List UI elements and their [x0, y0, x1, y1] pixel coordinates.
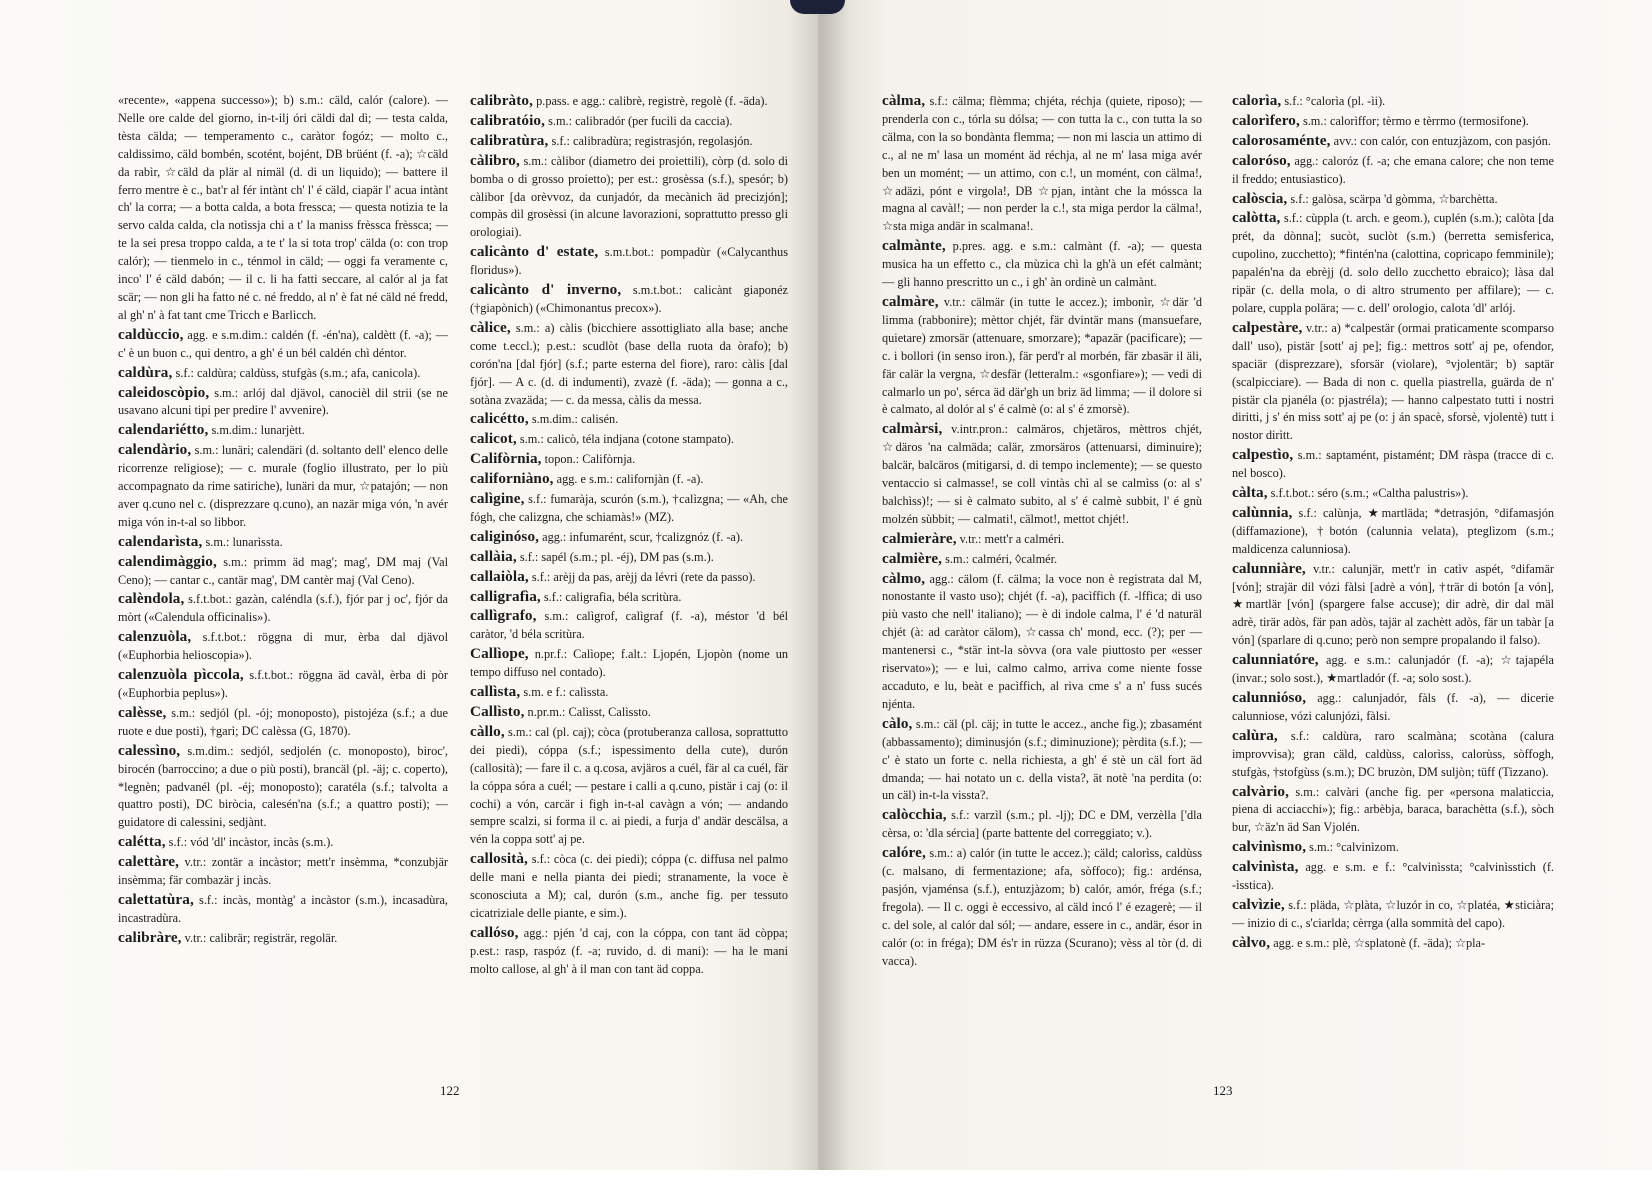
- entry-definition: s.f.t.bot.: röggna di mur, èrba dal djävol («Euphorbia helioscopia»).: [118, 630, 448, 663]
- entry-definition: agg. e s.m.: californjàn (f. -a).: [553, 472, 704, 487]
- dictionary-entry: [470, 850, 788, 923]
- dictionary-entry: [882, 92, 1202, 236]
- dictionary-entry: [882, 530, 1202, 549]
- dictionary-entry: [118, 384, 448, 421]
- page-number-right: 123: [1213, 1083, 1233, 1098]
- dictionary-entry: [1232, 209, 1554, 317]
- entry-definition: topon.: Califòrnja.: [541, 452, 636, 467]
- entry-definition: s.m.: primm äd mag'; mag', DM maj (Val Ceno); — cantar c., cantär mag', DM cantèr maj (Val Ceno).: [118, 554, 448, 587]
- dictionary-entry: [1232, 689, 1554, 726]
- entry-headword: californiàno,: [470, 470, 554, 488]
- entry-definition: s.m.: a) càlis (bicchiere assottigliato alla base; anche come t.eccl.); p.est.: scudlòt (base della ruota da òrafo); b) corón'na [dal fjór] (s.f.; parte esterna del fiore), raro: càlis [dal fjór]. — A c. (d. di indumenti), zvazè (f. -äda); — gonna a c., sotàna zvazäda; — c. da messa, càlis da messa.: [470, 320, 788, 407]
- entry-headword: calèndola,: [118, 590, 185, 608]
- dictionary-entry: [1232, 896, 1554, 933]
- entry-headword: calettatùra,: [118, 890, 194, 908]
- entry-definition: n.pr.m.: Calìsst, Calìssto.: [524, 705, 651, 719]
- dictionary-entry: [118, 441, 448, 532]
- entry-headword: calvàrio,: [1232, 782, 1289, 800]
- entry-definition: v.intr.pron.: calmäros, chjetäros, mèttros chjét, ☆däros 'na calmäda; calär, zmorsäros (attenuarsi, diminuire); balcär, balcäros (mitigarsi, d. di tempo inclemente); — se questo ventaccio si calmasse!, se coll vintàs chì al se calmìss (o: al s' balchìss)!; — si è calmato subito, al s' é calmè subbit, l' é gnù molzén sùbbit; — calmati!, cälmot!, mettot chjét!.: [882, 422, 1202, 526]
- entry-headword: calétta,: [118, 833, 166, 851]
- dictionary-column-1: [118, 92, 448, 949]
- entry-headword: callosità,: [470, 850, 528, 868]
- dictionary-column-2: [470, 92, 788, 980]
- dictionary-entry: [882, 806, 1202, 843]
- entry-headword: callìgrafo,: [470, 607, 537, 625]
- entry-headword: calvìzie,: [1232, 895, 1285, 913]
- entry-headword: calmieràre,: [882, 529, 957, 547]
- entry-headword: callaiòla,: [470, 567, 529, 585]
- entry-definition: agg.: cälom (f. cälma; la voce non è registrata dal M, nonostante il vasto uso); chjét (f. -a), pacìffich (f. -lffica; di uso più vasto che nell' italiano); — è di indole calma, l' é 'd naturäl chjét (à: ad caràtor cälom), ☆cassa ch' mond, ecc. (?); per — mantenersi c., *stär int-la sòvva (ora vale piuttosto per «esser riservato»); — e lui, calmo calmo, arriva come niente fosse accaduto, e lu, beàt e pacìffich, al riva cme s' a n' fuss sucés njénta.: [882, 571, 1202, 711]
- entry-definition: s.f.: calibradùra; registrasjón, regolasjón.: [548, 133, 753, 148]
- entry-definition: s.f.t.bot.: séro (s.m.; «Caltha palustris»).: [1267, 486, 1469, 501]
- entry-definition: «recente», «appena successo»); b) s.m.: cäld, calór (calore). — Nelle ore calde del giorno, in-t-ilj óri cäldi dal dì; — testa calda, tèsta cälda; — temperamento c., caràtor fogóz; — molto c., caldissimo, cäld bombén, scotént, bojént, DB brüént (f. -a); ☆cäld da rabìr, ☆cäld da plär al nimäl (d. di un liquido); — battere il ferro mentre è c., bat'r al fér intànt ch' l' é cäld, ciapär l' acua intànt ch' la corra; — a botta calda, a bota fressca; — questa notizia te la servo calda calda, cla notìssja chi a t' la maniss frèssca frèssca; — te la sei presa troppo calda, a te t' la si tota trop' cälda (o: con trop calór); — tienmelo in c., ténmol in cäld; — oggi fa veramente c, inco' l' é cäld dabón; — il c. li ha fatti seccare, al calór al ja fat scär; — non gli ha fatto né c. né freddo, al n' è fat né cäld né fredd, al gh' n' à fat tant cme Tricch e Barlìcch.: [118, 93, 448, 322]
- entry-definition: s.m.: lunäri; calendäri (d. soltanto dell' elenco delle ricorrenze religiose); — c. murale (foglio illustrato, per lo più accompagnato da rime satiriche), lunäri da mur, ☆patajón; — non aver q.cuno nel c. (disprezzare q.cuno), an nazär miga vón, 'n avér miga vón in-t-al so libbor.: [118, 443, 448, 529]
- entry-headword: calicot,: [470, 430, 517, 448]
- entry-definition: s.f.: vód 'dl' incàstor, incàs (s.m.).: [165, 835, 334, 850]
- entry-definition: v.tr.: a) *calpestär (ormai praticamente scomparso dall' uso), pistär [sott' aj pe]; fig.: mettros sott' aj pe, ofendor, spaciär (disprezzare), sforsär (violare), °vjolentär; b) saptär (scalpicciare). — Bada di non c. quella piastrella, guärda de n' pistär cla pjanéla (o: pjastréla); — hanno calpestato tutti i nostri diritti, j s' én miss sott' aj pe (o: j án spacè, sforsè, vjolentè) tutt i nostor dirìtt.: [1232, 320, 1554, 443]
- entry-definition: s.f.: caldùra; caldùss, stufgàs (s.m.; afa, canicola).: [172, 365, 421, 380]
- entry-definition: s.m.: calibradór (per fucili da caccia).: [545, 113, 733, 128]
- dictionary-entry: [118, 553, 448, 590]
- entry-definition: s.m.t.bot.: pompadùr («Calycanthus floridus»).: [470, 245, 788, 278]
- entry-headword: caldùra,: [118, 363, 173, 381]
- dictionary-entry: [882, 293, 1202, 419]
- entry-definition: s.m.: °calvinìzom.: [1306, 840, 1399, 855]
- entry-headword: caldùccio,: [118, 325, 184, 343]
- entry-headword: calendimàggio,: [118, 552, 217, 570]
- entry-definition: p.pass. e agg.: calibrè, registrè, regolè (f. -äda).: [533, 94, 768, 108]
- dictionary-entry: [1232, 727, 1554, 782]
- dictionary-entry: [1232, 190, 1554, 209]
- dictionary-entry: [1232, 651, 1554, 688]
- entry-definition: s.f.: varzìl (s.m.; pl. -lj); DC e DM, verzèlla ['dla cèrsa, o: 'dla sércia] (parte battente del correggiato; v.).: [882, 808, 1202, 841]
- dictionary-entry: [470, 132, 788, 151]
- entry-definition: agg. e s.m.: calunjadór (f. -a); ☆tajapéla (invar.; solo sost.), ★martladór (f. -a; solo sost.).: [1232, 653, 1554, 686]
- entry-definition: agg.: calunjadór, fàls (f. -a), — dicerie calunniose, vózi calunjózi, fàlsi.: [1232, 691, 1554, 723]
- dictionary-entry: [1232, 92, 1554, 111]
- entry-headword: calibràre,: [118, 928, 182, 946]
- dictionary-entry: [118, 742, 448, 833]
- entry-definition: s.m.: sedjól (pl. -ój; monoposto), pistojéza (s.f.; a due ruote e due posti), †garì; DC calèssa (G, 1870).: [118, 705, 448, 738]
- dictionary-entry: [470, 568, 788, 587]
- entry-definition: agg.: caloróz (f. -a; che emana calore; che non teme il freddo; entusiastico).: [1232, 153, 1554, 186]
- entry-definition: s.f.: cälma; flèmma; chjéta, réchja (quiete, riposo); — prenderla con c., tórla su dólsa; — con tutta la c., con tutta la so cälma, con la so bondànta flemma; — non mi lascia un attimo di c., al ne m' lasa un momént äd réchja, al ne m' lasa miga avér ben un momént; — un attimo, con c.!, un momént, con cälma!, ☆adäzi, pónt e virgola!, DB ☆pjan, intànt che la móssca la magna al cavàl!; — non perder la c.!, sta miga perdor la cälma!, ☆sta miga andär in scalmana!.: [882, 94, 1202, 234]
- entry-definition: s.m.: calorìffor; tèrmo e tèrrmo (termosifone).: [1299, 113, 1529, 128]
- dictionary-entry: [1232, 446, 1554, 483]
- entry-headword: calùnnia,: [1232, 503, 1293, 521]
- entry-headword: calunnióso,: [1232, 689, 1307, 706]
- dictionary-entry: [118, 628, 448, 665]
- dictionary-entry: [470, 112, 788, 131]
- entry-headword: calendarìsta,: [118, 532, 203, 550]
- entry-definition: s.m.: saptamént, pistamént; DM ràspa (tracce di c. nel bosco).: [1232, 448, 1554, 481]
- dictionary-entry: [470, 924, 788, 979]
- dictionary-entry: [470, 470, 788, 489]
- entry-definition: agg.: pjén 'd caj, con la cóppa, con tant äd còppa; p.est.: rasp, raspóz (f. -a; ruvido, d. di mani): — ha le mani molto callose, al gh' à il man con tant äd coppa.: [470, 925, 788, 976]
- dictionary-entry: [882, 715, 1202, 806]
- entry-headword: calpestàre,: [1232, 318, 1303, 336]
- entry-headword: calenzuòla pìccola,: [118, 666, 244, 684]
- entry-definition: agg. e s.m.: plè, ☆splatonè (f. -äda); ☆pla-: [1270, 935, 1486, 950]
- entry-definition: s.f.: arèjj da pas, arèjj da lévri (rete da passo).: [528, 569, 756, 584]
- entry-headword: calpestìo,: [1232, 446, 1294, 464]
- entry-definition: s.f.: incàs, montàg' a incàstor (s.m.), incasadùra, incastradùra.: [118, 892, 448, 925]
- entry-headword: callìsta,: [470, 683, 521, 701]
- entry-definition: s.m.dim.: calisén.: [528, 412, 619, 427]
- entry-definition: s.f.: fumaràja, scurón (s.m.), †calìzgna; — «Ah, che fógh, che calizgna, che schiamàs!» (MZ).: [470, 492, 788, 524]
- entry-definition: s.m.: cäl (pl. cäj; in tutte le accez., anche fig.); zbasamént (abbassamento); diminusjón (s.f.; diminuzione); pèrdita (s.f.); — c' è stato un forte c. nella richiesta, a gh' é stè un cäl fort äd dmanda; — hai notato un c. della vista?, ät notè 'na perdita (o: un cäl) in-t-la vissta?.: [882, 716, 1202, 803]
- dictionary-entry: [470, 723, 788, 849]
- entry-headword: callóso,: [470, 923, 519, 941]
- dictionary-entry: [882, 237, 1202, 292]
- entry-headword: calorìa,: [1232, 92, 1282, 109]
- entry-definition: v.tr.: cälmär (in tutte le accez.); imbonìr, ☆där 'd limma (rabbonire); mèttor chjét, fär dvintär mans (mansuefare, quietare) zmorsär (attenuare, smorzare); *apazär (pacificare); — c. i bollori (in senso iron.), fär perd'r al morbén, fär zbasär il äli, fär calär la vergna, ☆desfär (letteralm.: «sgonfiare»); — vedi di calmarlo un po', sérca äd där'gh un briz äd limma; — il dolore si è calmato, al dolór al s' é calmè (o: al s' é zmorsè).: [882, 294, 1202, 417]
- dictionary-entry: [1232, 484, 1554, 503]
- entry-headword: Callìope,: [470, 645, 529, 663]
- dictionary-entry: [470, 703, 788, 722]
- entry-definition: s.m.: calicò, téla indjana (cotone stampato).: [516, 432, 734, 447]
- dictionary-entry: [882, 844, 1202, 970]
- entry-headword: càllo,: [470, 722, 505, 740]
- dictionary-entry: [470, 683, 788, 702]
- entry-definition: agg.: infumarént, scur, †calizgnóz (f. -a).: [539, 529, 744, 544]
- entry-headword: calicànto d' estate,: [470, 243, 599, 261]
- entry-headword: calèsse,: [118, 703, 167, 721]
- dictionary-entry: [118, 833, 448, 852]
- entry-definition: s.f.: pläda, ☆plàta, ☆luzór in co, ☆platéa, ★sticiàra; — inizio di c., s'ciarlda; cèrrga (alla sommità del capo).: [1232, 897, 1554, 930]
- entry-headword: calòscia,: [1232, 189, 1288, 207]
- dictionary-entry: [1232, 783, 1554, 838]
- entry-headword: calendariétto,: [118, 421, 209, 439]
- dictionary-entry: [882, 550, 1202, 569]
- entry-headword: càlo,: [882, 714, 913, 732]
- dictionary-entry: [118, 929, 448, 948]
- dictionary-entry: [1232, 112, 1554, 131]
- dictionary-entry: [470, 319, 788, 410]
- dictionary-entry: [1232, 858, 1554, 895]
- entry-definition: s.m.dim.: sedjól, sedjolén (c. monoposto), biroc', birocén (barroccino; a due o più posti), brancäl (pl. -äj; c. coperto), *legnèn; padvanél (pl. -éj; monoposto); caratéla (s.f.; talvolta a quattro posti), DC biròcia, calesén'na (s.f.; a quattro posti); — guidatore di calessini, sedjànt.: [118, 743, 448, 830]
- entry-headword: càlice,: [470, 318, 511, 336]
- entry-definition: v.tr.: calunjär, mett'r in catìv aspét, °difamär [vón]; strajär dil vózi fàlsi [adrè a vón], †trär di botón [a vón], ★martlär [vón] (spargere false accuse); dir adrè, dir dal mäl adrè, tirär adòs, fär pan adòs, tajär al zachètt adòs, fär un tabàr [a vón] (sparlare di q.cuno; però non sempre propalando il falso).: [1232, 561, 1554, 648]
- dictionary-entry: [1232, 504, 1554, 559]
- entry-headword: calunniàre,: [1232, 559, 1306, 577]
- entry-headword: càlta,: [1232, 484, 1268, 502]
- entry-headword: calligrafìa,: [470, 587, 541, 605]
- entry-headword: calóre,: [882, 844, 926, 862]
- entry-definition: s.f.: caligrafìa, béla scritùra.: [540, 589, 682, 604]
- entry-headword: caloróso,: [1232, 151, 1291, 169]
- dictionary-entry: [470, 243, 788, 280]
- dictionary-entry: [470, 430, 788, 449]
- dictionary-entry: [470, 607, 788, 644]
- entry-headword: calibràto,: [470, 92, 534, 109]
- entry-headword: calessìno,: [118, 741, 181, 759]
- dictionary-entry: [470, 281, 788, 318]
- entry-definition: s.f.: cùppla (t. arch. e geom.), cuplén (s.m.); calòta [da prét, da dònna]; sucòt, suclòt (s.m.) (berretta semisferica, cupolino, zucchetto); *fintén'na (calottina, copricapo femminile); papalén'na da ebrèjj (d. solo dello zucchetto ebraico); làsa dal ripär (c. della mola, o di altro strumento per affilare); — c. polare, cuppla polära; — c. dell' orologio, calota 'dl' arlój.: [1232, 211, 1554, 315]
- dictionary-entry: [1232, 934, 1554, 953]
- dictionary-entry: [118, 364, 448, 383]
- entry-definition: s.f.: caldùra, raro scalmàna; scotàna (calura improvvisa); gran cäld, caldùss, calorìss, calorùss, sòffogh, stufgàs, †stofgùss (s.m.); DC bruzòn, DM suljòn; tüff (Tizzano).: [1232, 728, 1554, 779]
- entry-definition: agg. e s.m.dim.: caldén (f. -én'na), caldètt (f. -a); — c' è un buon c., qui dentro, a gh' é un bél caldén chì déntor.: [118, 327, 448, 360]
- entry-headword: càlvo,: [1232, 933, 1271, 951]
- entry-definition: s.m.: calvàri (anche fig. per «persona malaticcia, piena di acciacchi»); fig.: arbèbja, baraca, barachètta (s.f.), sòch bur, ☆äz'n äd San Vjolén.: [1232, 784, 1554, 835]
- entry-definition: s.m.dim.: lunarjètt.: [208, 423, 305, 438]
- dictionary-entry: [118, 666, 448, 703]
- dictionary-entry: [118, 853, 448, 890]
- entry-definition: p.pres. agg. e s.m.: calmànt (f. -a); — questa musica ha un effetto c., cla mùzica chì la gh'à un efét calmànt; — gli hanno prescritto un c., i gh' àn ordinè un calmànt.: [882, 239, 1202, 290]
- dictionary-column-3: [882, 92, 1202, 972]
- dictionary-entry: [118, 92, 448, 325]
- entry-definition: n.pr.f.: Calìope; f.alt.: Ljopén, Ljopòn (nome un tempo diffuso nel contado).: [470, 647, 788, 680]
- entry-headword: càlibro,: [470, 151, 520, 169]
- entry-definition: s.f.: °calorìa (pl. -ìi).: [1281, 94, 1386, 108]
- entry-definition: s.m.: calméri, ◊calmér.: [942, 551, 1058, 566]
- dictionary-entry: [118, 704, 448, 741]
- entry-headword: callàia,: [470, 547, 517, 565]
- entry-definition: s.m.t.bot.: calicànt giaponéz (†giapònich) («Chimonantus precox»).: [470, 283, 788, 315]
- entry-headword: càlmo,: [882, 569, 926, 587]
- dictionary-entry: [118, 891, 448, 928]
- entry-definition: s.f.: còca (c. dei piedi); cóppa (c. diffusa nel palmo delle mani e nella pianta dei piedi; stranamente, la voce è sconosciuta a M); cal, durón (s.m., anche fig. per tessuto cicatriziale delle piante, e sim.).: [470, 852, 788, 920]
- dictionary-entry: [118, 326, 448, 363]
- entry-headword: calunniatóre,: [1232, 651, 1319, 669]
- dictionary-entry: [470, 528, 788, 547]
- entry-headword: calvinìsmo,: [1232, 838, 1307, 856]
- entry-headword: calmière,: [882, 549, 943, 567]
- dictionary-entry: [882, 420, 1202, 528]
- dictionary-entry: [470, 588, 788, 607]
- entry-definition: s.m.: a) calór (in tutte le accez.); cäld; calorìss, caldùss (c. malsano, di fermentazione; afa, sòffoco); fig.: ardénsa, pasjón, vjaménsa (s.f.), entuzjàzom; b) calór, amór, fréga (s.f.; fregola). — Il c. oggi è eccessivo, al cäld incó l' é ezagerè; — il c. del sole, al calór dal sól; — andare, essere in c., andär, ésor in calór (o: in fréga); DM és'r in rüzza (Scurano); vèss al tòr (d. di vacca).: [882, 846, 1202, 968]
- book-binding: [790, 0, 845, 14]
- entry-definition: s.m.: cal (pl. caj); còca (protuberanza callosa, soprattutto dei piedi), cóppa (s.f.; ispessimento della cute), durón (callosità); — fare il c. a q.cosa, avjäros a cuél, fär al ca cuél, fär la cóppa sóra a cuél; — pestare i calli a q.cuno, pistär i caj (o: il cochi) a vón, carcär i figh in-t-al cavàgn a vón; — andando sempre scalzi, si forma il c. ai piedi, a furja d' andär descälsa, a vén la coppa sott' aj pe.: [470, 724, 788, 847]
- entry-headword: calettàre,: [118, 853, 180, 871]
- entry-headword: calibratùra,: [470, 131, 549, 149]
- dictionary-entry: [1232, 838, 1554, 857]
- entry-headword: calvinìsta,: [1232, 858, 1299, 876]
- entry-definition: s.f.: sapél (s.m.; pl. -éj), DM pas (s.m.).: [516, 549, 714, 564]
- entry-headword: Califòrnia,: [470, 450, 542, 468]
- entry-headword: calendàrio,: [118, 441, 192, 459]
- entry-definition: s.m.: arlój dal djävol, canocièl dil strii (se ne usavano alcuni tipi per predire l' avvenire).: [118, 385, 448, 418]
- entry-headword: calorìfero,: [1232, 111, 1300, 129]
- dictionary-entry: [1232, 152, 1554, 189]
- dictionary-entry: [470, 92, 788, 111]
- entry-definition: v.tr.: mett'r a calméri.: [956, 531, 1065, 546]
- dictionary-entry: [470, 548, 788, 567]
- book-gutter: [790, 0, 850, 1170]
- dictionary-entry: [1232, 560, 1554, 651]
- entry-headword: calòcchia,: [882, 806, 947, 824]
- dictionary-entry: [470, 490, 788, 527]
- entry-definition: s.f.t.bot.: röggna äd cavàl, èrba di pòr («Euphorbia peplus»).: [118, 668, 448, 700]
- page-number-left: 122: [440, 1083, 460, 1098]
- entry-definition: agg. e s.m. e f.: °calvinìssta; °calvinìsstich (f. -ìsstica).: [1232, 860, 1554, 893]
- dictionary-entry: [470, 645, 788, 682]
- dictionary-entry: [470, 152, 788, 243]
- entry-headword: calibratóio,: [470, 111, 546, 129]
- entry-headword: calenzuòla,: [118, 628, 192, 646]
- dictionary-entry: [1232, 132, 1554, 151]
- entry-headword: calòtta,: [1232, 209, 1281, 227]
- entry-definition: s.m.: càlibor (diametro dei proiettili), còrp (d. solo di bomba o di grosso proietto); per est.: grosèssa (s.f.), spesór; b) càlibor [da orèvvoz, da cunjadór, da mecànich äd precizjón]; compàs dil grosèssi (in alcune lavorazioni, soprattutto presso gli orologiai).: [470, 153, 788, 240]
- entry-headword: Callìsto,: [470, 703, 525, 720]
- entry-definition: s.f.: galòsa, scärpa 'd gòmma, ☆barchètta.: [1287, 191, 1498, 206]
- entry-headword: calorosaménte,: [1232, 131, 1331, 149]
- entry-definition: v.tr.: zontär a incàstor; mett'r insèmma, *conzubjär insèmma; fär combazär j incàs.: [118, 855, 448, 888]
- dictionary-entry: [118, 590, 448, 627]
- entry-headword: calùra,: [1232, 726, 1278, 744]
- dictionary-column-4: [1232, 92, 1554, 954]
- entry-definition: s.m.: calìgrof, calìgraf (f. -a), méstor 'd bél caràtor, 'd béla scritùra.: [470, 609, 788, 642]
- dictionary-entry: [470, 410, 788, 429]
- dictionary-entry: [1232, 319, 1554, 445]
- entry-definition: s.m.: lunarìssta.: [202, 534, 283, 549]
- entry-definition: s.f.: calùnja, ★martläda; *detrasjón, °difamasjón (diffamazione), †botón (calunnia velata), pteglìzom (s.m.; maldicenza calunniosa).: [1232, 505, 1554, 556]
- entry-headword: càlma,: [882, 92, 926, 109]
- entry-definition: v.tr.: calibrär; registrär, regolär.: [181, 930, 338, 945]
- entry-headword: caleidoscòpio,: [118, 383, 210, 401]
- entry-headword: caliginóso,: [470, 527, 540, 545]
- dictionary-entry: [118, 533, 448, 552]
- entry-headword: calìgine,: [470, 490, 525, 508]
- entry-headword: calmàre,: [882, 292, 939, 310]
- dictionary-entry: [882, 570, 1202, 714]
- entry-definition: s.m. e f.: calìssta.: [520, 685, 609, 700]
- entry-definition: s.f.t.bot.: gazàn, caléndla (s.f.), fjór par j oc', fjór da mòrt («Calendula officinalis»).: [118, 592, 448, 625]
- scan-bottom-margin: [0, 1170, 1652, 1183]
- entry-headword: calmànte,: [882, 237, 946, 255]
- entry-headword: calicétto,: [470, 410, 529, 428]
- entry-definition: avv.: con calór, con entuzjàzom, con pasjón.: [1330, 133, 1551, 148]
- entry-headword: calicànto d' inverno,: [470, 281, 622, 299]
- entry-headword: calmàrsi,: [882, 420, 943, 438]
- dictionary-entry: [118, 421, 448, 440]
- dictionary-entry: [470, 450, 788, 469]
